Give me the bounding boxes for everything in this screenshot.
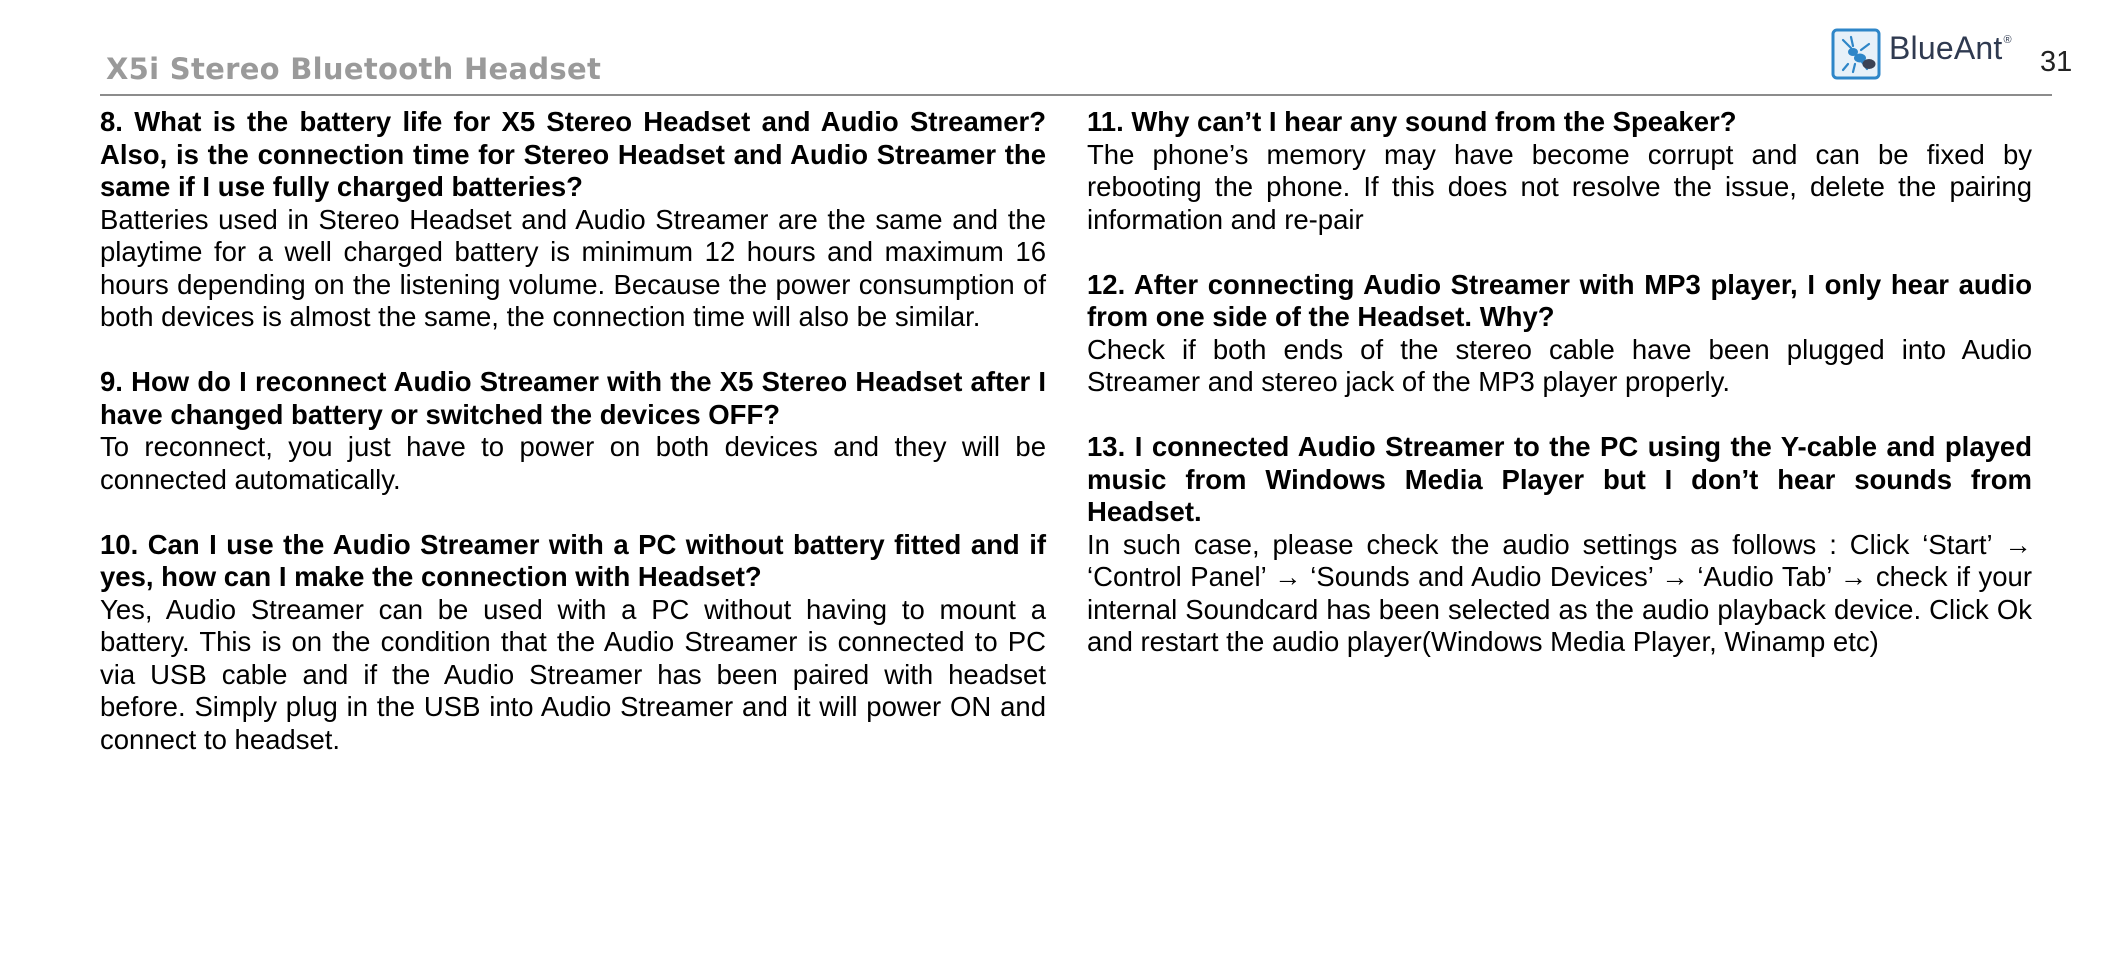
faq-answer: In such case, please check the audio settings as follows : Click ‘Start’ → ‘Control Panel’ → ‘Sounds and Audio Devices’ → ‘Audio Tab’ → check if your internal Soundcard has been selected as the audio playback device. Click Ok and restart the audio player(Windows Media Player, Winamp etc) [1087,528,2032,657]
faq-column-right [1087,106,2032,691]
page-header-title: X5i Stereo Bluetooth Headset [106,52,602,86]
faq-question: 8. What is the battery life for X5 Stereo Headset and Audio Streamer? Also, is the connection time for Stereo Headset and Audio Streamer the same if I use fully charged batteries? [100,106,1046,202]
faq-answer: Yes, Audio Streamer can be used with a PC without having to mount a battery. This is on the condition that the Audio Streamer is connected to PC via USB cable and if the Audio Streamer has been paired with headset before. Simply plug in the USB into Audio Streamer and it will power ON and connect to headset. [100,593,1046,755]
blueant-logo-icon [1831,28,1881,80]
registered-mark: ® [2003,33,2012,46]
faq-item-11 [1087,106,2032,236]
brand-logo [1831,26,2012,82]
faq-item-9 [100,366,1046,496]
faq-question: 10. Can I use the Audio Streamer with a PC without battery fitted and if yes, how can I make the connection with Headset? [100,528,1046,592]
faq-question: 12. After connecting Audio Streamer with MP3 player, I only hear audio from one side of the Headset. Why? [1087,268,2032,332]
page-number: 31 [2040,46,2073,78]
faq-answer: The phone’s memory may have become corrupt and can be fixed by rebooting the phone. If this does not resolve the issue, delete the pairing information and re-pair [1087,138,2032,235]
faq-item-8 [100,106,1046,334]
brand-name: BlueAnt® [1889,29,2012,66]
faq-question: 9. How do I reconnect Audio Streamer with the X5 Stereo Headset after I have changed battery or switched the devices OFF? [100,366,1046,430]
faq-answer: Check if both ends of the stereo cable have been plugged into Audio Streamer and stereo jack of the MP3 player properly. [1087,333,2032,397]
faq-question: 13. I connected Audio Streamer to the PC using the Y-cable and played music from Windows Media Player but I don’t hear sounds from Headset. [1087,431,2032,527]
faq-column-left [100,106,1046,789]
faq-answer: Batteries used in Stereo Headset and Audio Streamer are the same and the playtime for a well charged battery is minimum 12 hours and maximum 16 hours depending on the listening volume. Because the power consumption of both devices is almost the same, the connection time will also be similar. [100,203,1046,332]
faq-answer: To reconnect, you just have to power on both devices and they will be connected automatically. [100,431,1046,495]
faq-item-13 [1087,431,2032,659]
faq-question: 11. Why can’t I hear any sound from the Speaker? [1087,106,1737,137]
faq-item-10 [100,529,1046,757]
faq-item-12 [1087,269,2032,399]
header-divider [100,94,2052,96]
